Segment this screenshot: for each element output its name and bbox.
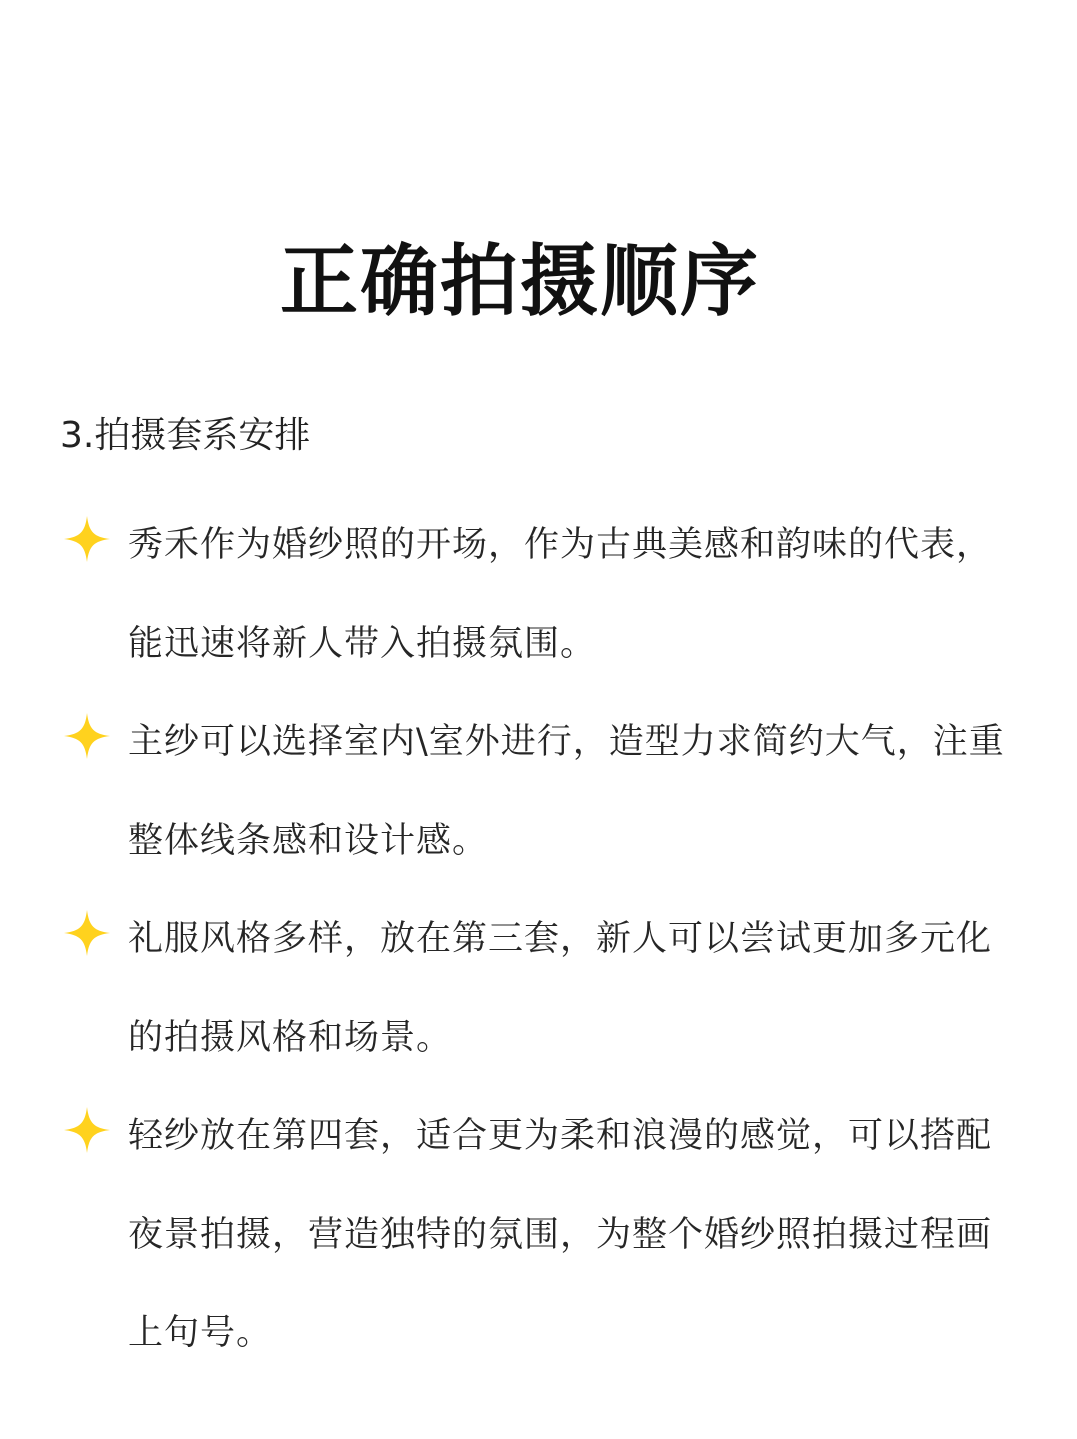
sparkle-star-icon [62, 711, 112, 761]
bullet-list [62, 496, 1022, 1383]
sparkle-star-icon [62, 1105, 112, 1155]
bullet-text: 秀禾作为婚纱照的开场，作为古典美感和韵味的代表，能迅速将新人带入拍摄氛围。 [128, 525, 993, 664]
section-heading: 3.拍摄套系安排 [60, 415, 311, 456]
bullet-item [62, 496, 1022, 693]
bullet-item [62, 693, 1022, 890]
bullet-text: 礼服风格多样，放在第三套，新人可以尝试更加多元化的拍摄风格和场景。 [128, 919, 993, 1058]
bullet-text: 轻纱放在第四套，适合更为柔和浪漫的感觉，可以搭配夜景拍摄，营造独特的氛围，为整个婚纱照拍摄过程画上句号。 [128, 1116, 993, 1353]
bullet-item [62, 890, 1022, 1087]
bullet-text: 主纱可以选择室内\室外进行，造型力求简约大气，注重整体线条感和设计感。 [128, 722, 1005, 861]
sparkle-star-icon [62, 514, 112, 564]
bullet-item [62, 1087, 1022, 1383]
page-title: 正确拍摄顺序 [279, 237, 760, 328]
sparkle-star-icon [62, 908, 112, 958]
